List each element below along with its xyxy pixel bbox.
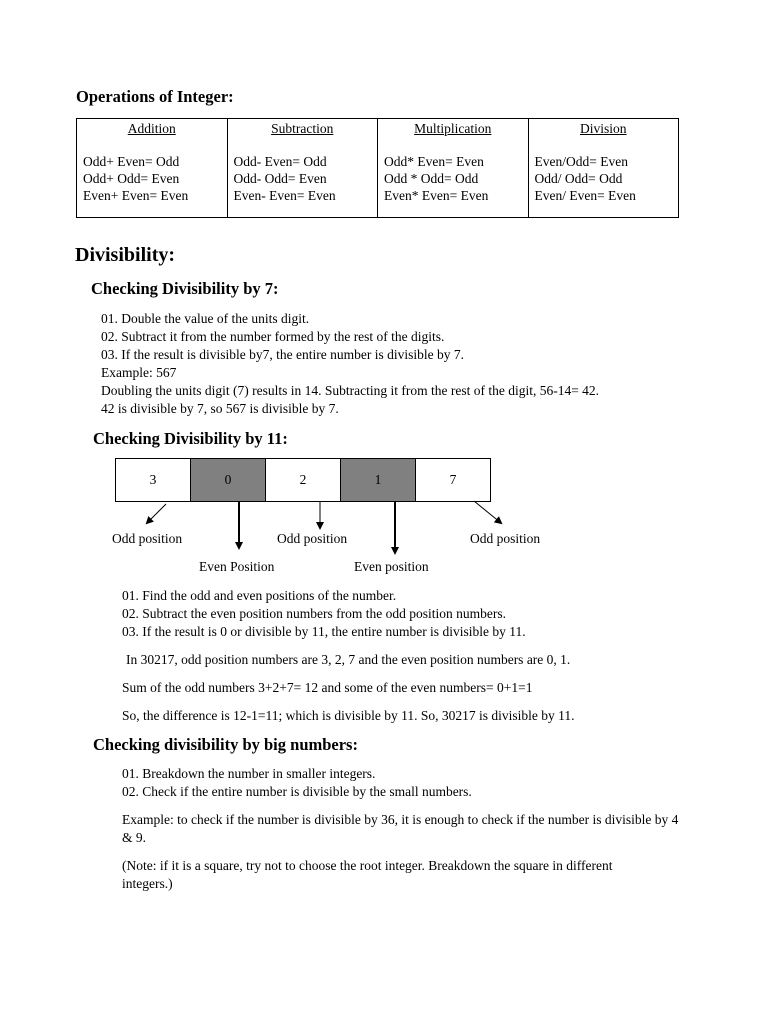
odd-position-label: Odd position [112, 531, 183, 546]
division-rule: Odd/ Odd= Odd [534, 171, 623, 186]
addition-header: Addition [127, 121, 176, 136]
by11-step: 01. Find the odd and even positions of the number. [122, 588, 397, 603]
subtraction-header: Subtraction [271, 121, 334, 136]
multiplication-rule: Odd * Odd= Odd [384, 171, 479, 186]
big-example: Example: to check if the number is divisible by 36, it is enough to check if the number is divisible by 4 & 9. [122, 812, 679, 845]
digit-box-shaded: 0 [190, 458, 266, 502]
by7-line: Doubling the units digit (7) results in 14. Subtracting it from the rest of the digit, 56-14= 42. [101, 383, 600, 398]
digit-box: 3 [115, 458, 191, 502]
digit-box: 2 [265, 458, 341, 502]
by11-heading: Checking Divisibility by 11: [93, 429, 288, 448]
subtraction-rule: Odd- Even= Odd [233, 154, 327, 169]
subtraction-rule: Even- Even= Even [233, 188, 336, 203]
by11-steps [122, 587, 526, 641]
by7-line: 02. Subtract it from the number formed by the rest of the digits. [101, 329, 445, 344]
multiplication-header: Multiplication [414, 121, 492, 136]
big-step: 02. Check if the entire number is divisible by the small numbers. [122, 784, 472, 799]
big-numbers-heading: Checking divisibility by big numbers: [93, 735, 358, 754]
division-rule: Even/Odd= Even [534, 154, 628, 169]
odd-position-label: Odd position [470, 531, 541, 546]
even-position-label: Even position [354, 559, 429, 574]
addition-rule: Even+ Even= Even [83, 188, 189, 203]
operations-heading: Operations of Integer: [76, 87, 234, 106]
by11-explanation: Sum of the odd numbers 3+2+7= 12 and some of the even numbers= 0+1=1 [122, 680, 533, 695]
addition-rule: Odd+ Odd= Even [83, 171, 180, 186]
by11-explanation: In 30217, odd position numbers are 3, 2, 7 and the even position numbers are 0, 1. [126, 652, 571, 667]
big-steps [122, 765, 472, 801]
by7-line: Example: 567 [101, 365, 177, 380]
multiplication-rule: Even* Even= Even [384, 188, 489, 203]
addition-rule: Odd+ Even= Odd [83, 154, 180, 169]
digit-box: 7 [415, 458, 491, 502]
odd-arrow [474, 501, 501, 523]
by7-line: 03. If the result is divisible by7, the entire number is divisible by 7. [101, 347, 464, 362]
odd-arrow [147, 504, 166, 523]
by7-line: 42 is divisible by 7, so 567 is divisible by 7. [101, 401, 339, 416]
divisibility-heading: Divisibility: [75, 244, 176, 266]
by11-explanation: So, the difference is 12-1=11; which is divisible by 11. So, 30217 is divisible by 11. [122, 708, 575, 723]
odd-position-label: Odd position [277, 531, 348, 546]
big-step: 01. Breakdown the number in smaller integers. [122, 766, 376, 781]
multiplication-rule: Odd* Even= Even [384, 154, 484, 169]
division-header: Division [579, 121, 627, 136]
by11-step: 02. Subtract the even position numbers from the odd position numbers. [122, 606, 506, 621]
digit-box-shaded: 1 [340, 458, 416, 502]
subtraction-rule: Odd- Odd= Even [233, 171, 327, 186]
by7-heading: Checking Divisibility by 7: [91, 279, 279, 298]
division-rule: Even/ Even= Even [534, 188, 636, 203]
by7-line: 01. Double the value of the units digit. [101, 311, 310, 326]
even-position-label: Even Position [199, 559, 275, 574]
by11-step: 03. If the result is 0 or divisible by 11, the entire number is divisible by 11. [122, 624, 526, 639]
big-note: (Note: if it is a square, try not to choose the root integer. Breakdown the square in different integers.) [122, 858, 613, 891]
